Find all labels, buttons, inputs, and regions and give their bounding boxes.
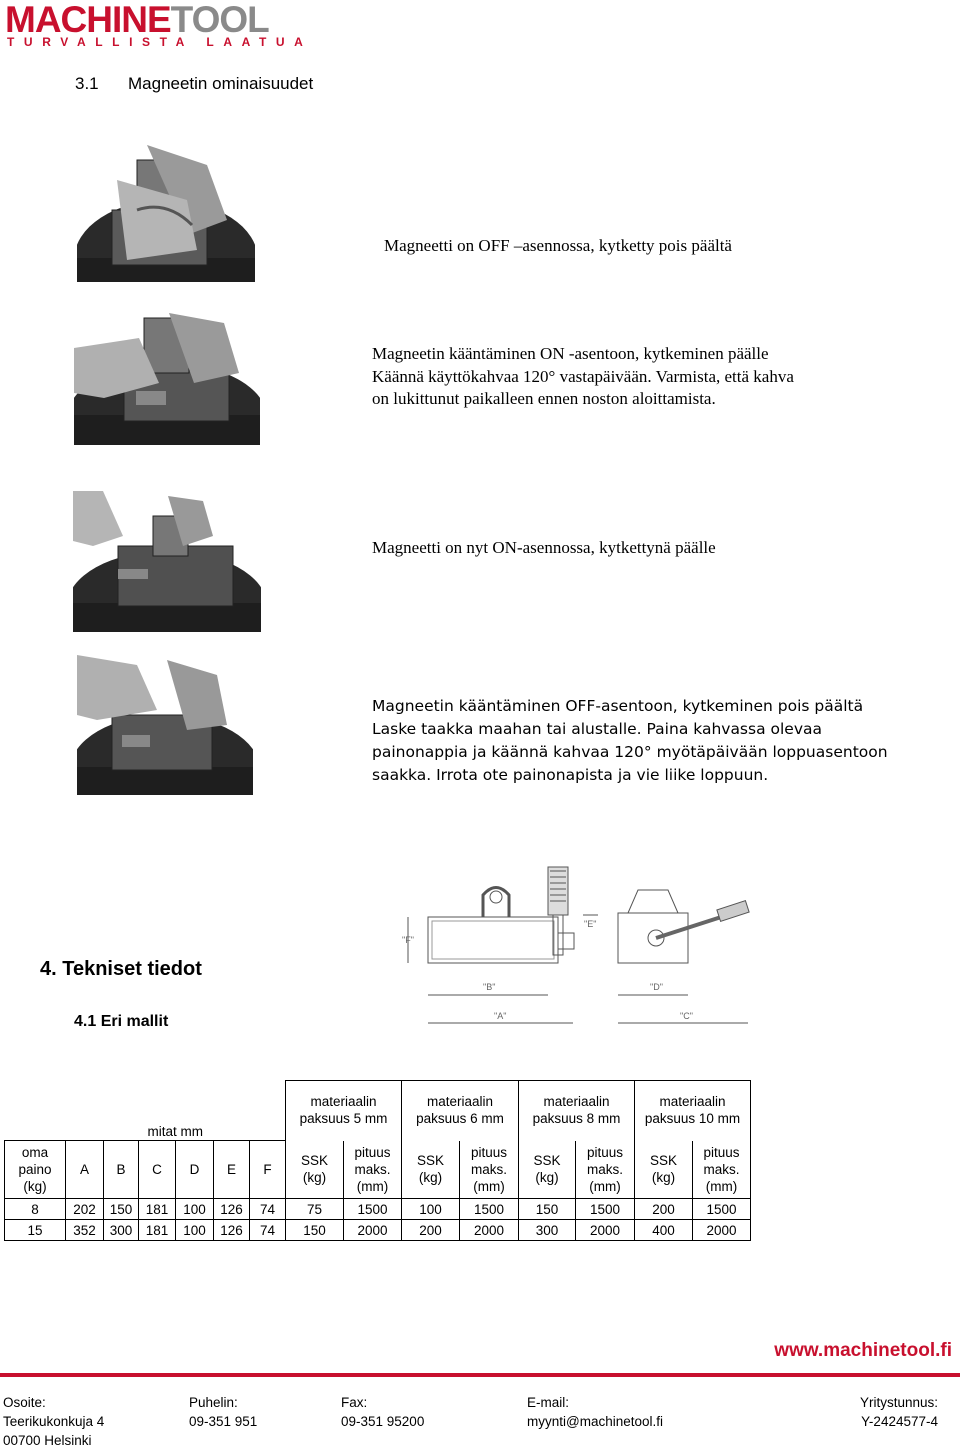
step-3-text xyxy=(372,537,716,560)
table-row xyxy=(5,1220,751,1241)
step-3-line-1: Magneetti on nyt ON-asennossa, kytkettynä päälle xyxy=(372,538,716,557)
drawing-body-side xyxy=(618,913,688,963)
drawing-label-c: "C" xyxy=(680,1011,693,1021)
logo-tagline: TURVALLISTA LAATUA xyxy=(7,35,313,49)
footer-phone-value: 09-351 951 xyxy=(189,1414,258,1429)
step-2-line-2: Käännä käyttökahvaa 120° vastapäivään. Varmista, että kahva xyxy=(372,366,794,386)
col-e: E xyxy=(214,1141,250,1199)
col-f: F xyxy=(250,1141,286,1199)
cell: 2000 xyxy=(693,1220,751,1241)
col-ssk-8: SSK (kg) xyxy=(519,1141,576,1199)
footer-address-line2: 00700 Helsinki xyxy=(3,1433,92,1448)
cell: 2000 xyxy=(576,1220,635,1241)
cell: 181 xyxy=(139,1220,176,1241)
footer-company-label: Yritystunnus: xyxy=(859,1395,938,1410)
group-mitat: mitat mm xyxy=(147,1124,203,1139)
cell: 75 xyxy=(286,1199,344,1220)
group-thickness-10: materiaalin paksuus 10 mm xyxy=(635,1081,751,1141)
drawing-label-e: "E" xyxy=(584,919,597,929)
footer-divider xyxy=(0,1373,960,1377)
cell: 100 xyxy=(176,1220,214,1241)
cell: 150 xyxy=(519,1199,576,1220)
step-2-text xyxy=(372,343,794,411)
cell: 300 xyxy=(519,1220,576,1241)
step-1-line-1: Magneetti on OFF –asennossa, kytketty pois päältä xyxy=(384,236,732,255)
table-row xyxy=(5,1199,751,1220)
heading-models: 4.1 Eri mallit xyxy=(74,1013,169,1030)
cell: 181 xyxy=(139,1199,176,1220)
magnet-off-turning-photo xyxy=(77,655,253,795)
col-ssk-5: SSK (kg) xyxy=(286,1141,344,1199)
footer-email-value[interactable]: myynti@machinetool.fi xyxy=(527,1414,664,1429)
col-c: C xyxy=(139,1141,176,1199)
col-oma-paino: oma paino (kg) xyxy=(5,1141,66,1199)
cell: 1500 xyxy=(344,1199,402,1220)
table-header-row xyxy=(5,1141,751,1199)
magnet-on-turning-photo xyxy=(74,303,260,445)
col-pituus-5: pituus maks. (mm) xyxy=(344,1141,402,1199)
col-pituus-10: pituus maks. (mm) xyxy=(693,1141,751,1199)
cell: 2000 xyxy=(460,1220,519,1241)
logo-word-machine: MACHINE xyxy=(5,0,171,40)
step-4-line-3: painonappia ja käännä kahvaa 120° myötäpäivään loppuasentoon xyxy=(372,743,888,761)
drawing-label-b: "B" xyxy=(483,982,496,992)
cell: 352 xyxy=(66,1220,104,1241)
footer-company-value: Y-2424577-4 xyxy=(861,1414,938,1429)
cell: 126 xyxy=(214,1199,250,1220)
cell: 150 xyxy=(286,1220,344,1241)
section-title: Magneetin ominaisuudet xyxy=(128,74,314,93)
group-thickness-6: materiaalin paksuus 6 mm xyxy=(402,1081,519,1141)
drawing-handle xyxy=(548,867,568,915)
cell: 74 xyxy=(250,1199,286,1220)
website-link[interactable]: www.machinetool.fi xyxy=(774,1340,952,1361)
cell: 200 xyxy=(402,1220,460,1241)
footer-address xyxy=(3,1393,104,1450)
footer-fax xyxy=(341,1393,424,1431)
step-4-text xyxy=(372,695,888,787)
section-number: 3.1 xyxy=(75,74,99,93)
magnet-on-photo xyxy=(73,491,261,632)
cell: 1500 xyxy=(460,1199,519,1220)
table-group-row xyxy=(5,1081,751,1141)
cell: 126 xyxy=(214,1220,250,1241)
step-1-text xyxy=(384,235,732,258)
step-4-line-1: Magneetin kääntäminen OFF-asentoon, kytkeminen pois päältä xyxy=(372,697,864,715)
cell: 202 xyxy=(66,1199,104,1220)
cell: 2000 xyxy=(344,1220,402,1241)
col-pituus-6: pituus maks. (mm) xyxy=(460,1141,519,1199)
drawing-label-d: "D" xyxy=(650,982,663,992)
cell: 400 xyxy=(635,1220,693,1241)
cell: 150 xyxy=(104,1199,139,1220)
drawing-label-f: "F" xyxy=(402,935,414,945)
drawing-eye-bolt xyxy=(483,888,509,918)
col-pituus-8: pituus maks. (mm) xyxy=(576,1141,635,1199)
cell: 1500 xyxy=(576,1199,635,1220)
col-a: A xyxy=(66,1141,104,1199)
col-d: D xyxy=(176,1141,214,1199)
cell: 8 xyxy=(5,1199,66,1220)
footer-address-line1: Teerikukonkuja 4 xyxy=(3,1414,105,1429)
logo-word-tool: TOOL xyxy=(170,0,269,40)
footer-company xyxy=(860,1393,938,1431)
col-ssk-10: SSK (kg) xyxy=(635,1141,693,1199)
footer-fax-label: Fax: xyxy=(341,1395,368,1410)
footer-phone xyxy=(189,1393,257,1431)
drawing-label-a: "A" xyxy=(494,1011,507,1021)
footer-address-label: Osoite: xyxy=(3,1395,46,1410)
col-ssk-6: SSK (kg) xyxy=(402,1141,460,1199)
cell: 74 xyxy=(250,1220,286,1241)
cell: 15 xyxy=(5,1220,66,1241)
step-4-line-2: Laske taakka maahan tai alustalle. Paina kahvassa olevaa xyxy=(372,720,823,738)
cell: 100 xyxy=(402,1199,460,1220)
cell: 1500 xyxy=(693,1199,751,1220)
brand-logo xyxy=(5,0,269,40)
group-thickness-5: materiaalin paksuus 5 mm xyxy=(286,1081,402,1141)
col-b: B xyxy=(104,1141,139,1199)
step-2-line-3: on lukittunut paikalleen ennen noston aloittamista. xyxy=(372,389,716,408)
group-thickness-8: materiaalin paksuus 8 mm xyxy=(519,1081,635,1141)
footer-fax-value: 09-351 95200 xyxy=(341,1414,425,1429)
cell: 100 xyxy=(176,1199,214,1220)
heading-technical-data: 4. Tekniset tiedot xyxy=(40,958,202,980)
footer-phone-label: Puhelin: xyxy=(189,1395,238,1410)
step-2-line-1: Magneetin kääntäminen ON -asentoon, kytkeminen päälle xyxy=(372,344,769,363)
step-4-line-4: saakka. Irrota ote painonapista ja vie liike loppuun. xyxy=(372,766,769,784)
cell: 300 xyxy=(104,1220,139,1241)
footer-email xyxy=(527,1393,663,1431)
cell: 200 xyxy=(635,1199,693,1220)
dimension-drawing xyxy=(398,855,758,1030)
drawing-body-front xyxy=(428,917,558,963)
footer-email-label: E-mail: xyxy=(527,1395,570,1410)
specifications-table xyxy=(4,1080,751,1241)
magnet-off-photo xyxy=(77,140,255,282)
